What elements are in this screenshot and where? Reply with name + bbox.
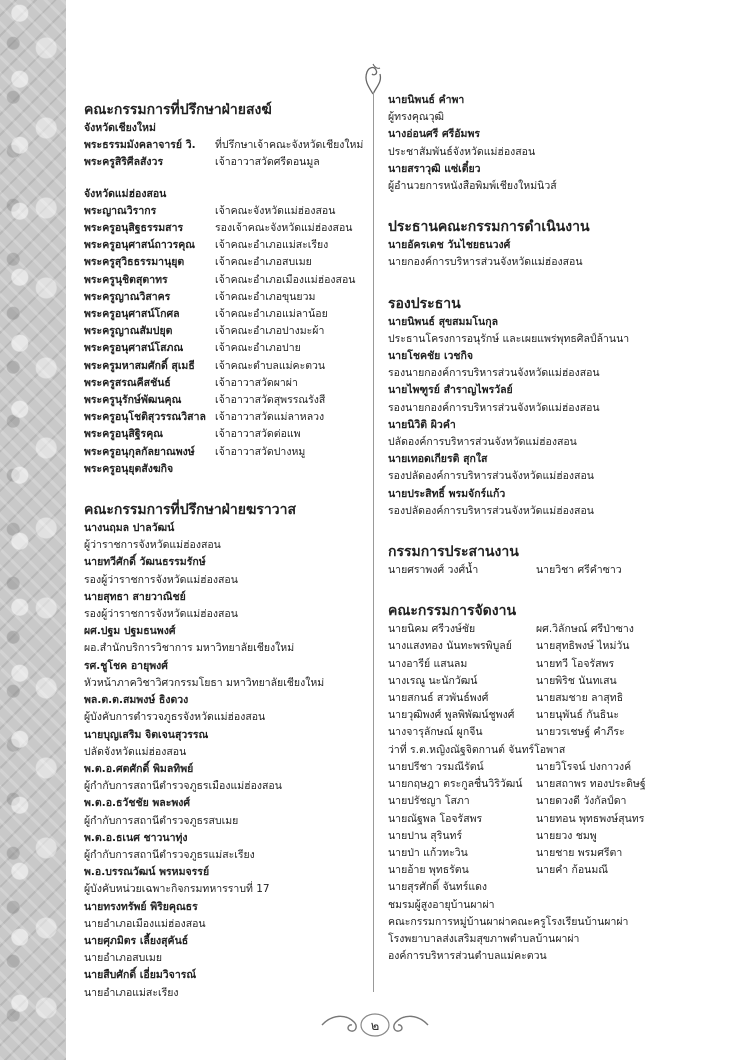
list-item: พระครูญาณสัมปยุต เจ้าคณะอำเภอปางมะผ้า — [84, 325, 325, 338]
lay-role: ผู้บังคับการตำรวจภูธรจังหวัดแม่ฮ่องสอน — [84, 711, 266, 724]
list-item: นายวุฒิพงศ์ พูลพิพัฒน์ชูพงศ์ นายนุพันธ์ กันธินะ — [388, 709, 620, 722]
list-item: พระครูอนุศาสน์ถาวรคุณ เจ้าคณะอำเภอแม่สะเรียง — [84, 239, 329, 252]
top-ornament — [358, 62, 388, 96]
list-item: นายศราพงศ์ วงศ์น้ำ นายวิชา ศรีคำซาว — [388, 564, 622, 577]
list-item: พระครูอนุโชติสุวรรณวิสาล เจ้าอาวาสวัดแม่ลาหลวง — [84, 411, 325, 424]
list-item: พระครูนุรักษ์พัฒนคุณ เจ้าอาวาสวัดสุพรรณรังสี — [84, 394, 326, 407]
list-item: นายปาน สุรินทร์ นายยวง ชมพู — [388, 829, 597, 842]
lay-name: นายศุภมิตร เลี้ยงสุคันธ์ — [84, 934, 189, 947]
list-item: นางจารุลักษณ์ ผูกจีน นายวรเชษฐ์ คำภีระ — [388, 726, 625, 739]
list-item: ว่าที่ ร.ต.หญิงณัฐจิตกานต์ จันทร์โอพาส — [388, 743, 566, 756]
list-item: พระครูญาณวิสาคร เจ้าคณะอำเภอขุนยวม — [84, 290, 316, 303]
list-item: พระครูอนุสิฐิรคุณ เจ้าอาวาสวัดต่อแพ — [84, 428, 301, 441]
list-item: นายปรัชญา โสภา นายดวงดี วังกัลป์ดา — [388, 795, 627, 808]
lay-role: หัวหน้าภาควิชาวิศวกรรมโยธา มหาวิทยาลัยเชียงใหม่ — [84, 676, 325, 689]
list-item: นายสกนธ์ สวพันธ์พงศ์ นายสมชาย ลาสุทธิ — [388, 692, 624, 705]
vice-role: ปลัดองค์การบริหารส่วนจังหวัดแม่ฮ่องสอน — [388, 436, 577, 449]
vice-title: รองประธาน — [388, 295, 461, 312]
page-number: ๒ — [370, 1019, 380, 1034]
list-item: พระญาณวิรากร เจ้าคณะจังหวัดแม่ฮ่องสอน — [84, 204, 336, 217]
vice-role: รองนายกองค์การบริหารส่วนจังหวัดแม่ฮ่องสอน — [388, 367, 600, 380]
column-divider — [373, 92, 374, 992]
list-item: นางแสงทอง นันทะพรพิบูลย์ นายสุทธิพงษ์ ไหม่วัน — [388, 640, 630, 653]
lay-role: ผู้กำกับการสถานีตำรวจภูธรสบเมย — [84, 814, 239, 827]
list-item: นายปรีชา วรมณีรัตน์ นายวิโรจน์ ปงกาวงค์ — [388, 760, 632, 773]
lay-role: ปลัดจังหวัดแม่ฮ่องสอน — [84, 745, 187, 758]
list-item: องค์การบริหารส่วนตำบลแม่คะตวน — [388, 950, 547, 963]
list-item: พระครูนุชิตสุตาทร เจ้าคณะอำเภอเมืองแม่ฮ่องสอน — [84, 273, 356, 286]
list-item: พระครูมหาสมศักดิ์ สุเมธี เจ้าคณะตำบลแม่คะตวน — [84, 359, 326, 372]
lay-name: พ.อ.บรรณวัฒน์ พรหมจรรย์ — [84, 866, 210, 879]
right-column — [388, 92, 698, 965]
lay-name: นายทวีศักดิ์ วัฒนธรรมรักษ์ — [84, 556, 206, 569]
list-item: พระครูอนุศาสน์โกศล เจ้าคณะอำเภอแม่ลาน้อย — [84, 308, 328, 321]
vice-name: นายนิพนธ์ สุขสมมโนกุล — [388, 315, 499, 328]
chair-role: นายกองค์การบริหารส่วนจังหวัดแม่ฮ่องสอน — [388, 256, 583, 269]
lay-name: นางนฤมล ปาลวัฒน์ — [84, 522, 175, 535]
lay-name: นายบุญเสริม จิตเจนสุวรรณ — [84, 728, 209, 741]
lay-advisors-title: คณะกรรมการที่ปรึกษาฝ่ายฆราวาส — [84, 502, 296, 519]
list-item: นายป่า แก้วทะวิน นายชาย พรมศรีตา — [388, 846, 623, 859]
advisor-name: นายสราวุฒิ แซ่เตี๋ยว — [388, 162, 481, 175]
lay-role: ผู้บังคับหน่วยเฉพาะกิจกรมทหารราบที่ 17 — [84, 883, 270, 896]
list-item: พระครูอนุกุลกัลยาณพงษ์ เจ้าอาวาสวัดปางหมู — [84, 445, 306, 458]
list-item: พระครูสุวิธธรรมานุยุต เจ้าคณะอำเภอสบเมย — [84, 256, 312, 269]
list-item: นายสุรศักดิ์ จันทร์แดง — [388, 881, 488, 894]
list-item: นายกฤษฎา ตระกูลชื่นวิริวัฒน์ นายสถาพร ทองประดิษฐ์ — [388, 778, 646, 791]
coord-title: กรรมการประสานงาน — [388, 544, 519, 561]
chair-title: ประธานคณะกรรมการดำเนินงาน — [388, 219, 590, 236]
advisor-role: ผู้อำนวยการหนังสือพิมพ์เชียงใหม่นิวส์ — [388, 180, 557, 193]
decorative-margin-pattern — [0, 0, 66, 1060]
vice-name: นายโชคชัย เวชกิจ — [388, 350, 474, 363]
lay-name: นายสืบศักดิ์ เอี่ยมวิจารณ์ — [84, 969, 197, 982]
list-item: คณะกรรมการหมู่บ้านผาผ่าคณะครูโรงเรียนบ้านผาผ่า — [388, 915, 629, 928]
list-item: พระครูอนุสิฐธรรมสาร รองเจ้าคณะจังหวัดแม่ฮ่องสอน — [84, 222, 353, 235]
lay-role: ผู้กำกับการสถานีตำรวจภูธรแม่สะเรียง — [84, 848, 255, 861]
list-item: พระครูอนุศาสน์โสภณ เจ้าคณะอำเภอปาย — [84, 342, 301, 355]
sangha-advisors-title: คณะกรรมการที่ปรึกษาฝ่ายสงฆ์ — [84, 102, 272, 118]
advisor-role: ผู้ทรงคุณวุฒิ — [388, 111, 444, 124]
list-item: นายนิคม ศรีวงษ์ชัย ผศ.วิลักษณ์ ศรีป่าซาง — [388, 623, 634, 636]
list-item: พระครูอนุยุตสังฆกิจ — [84, 462, 174, 475]
list-item: โรงพยาบาลส่งเสริมสุขภาพตำบลบ้านผาผ่า — [388, 932, 580, 945]
list-item: ชมรมผู้สูงอายุบ้านผาผ่า — [388, 898, 495, 911]
lay-role: นายอำเภอแม่สะเรียง — [84, 986, 179, 999]
maehongson-heading: จังหวัดแม่ฮ่องสอน — [84, 187, 167, 200]
lay-name: ผศ.ปฐม ปฐมธนพงศ์ — [84, 625, 176, 638]
lay-role: ผู้กำกับการสถานีตำรวจภูธรเมืองแม่ฮ่องสอน — [84, 780, 282, 793]
lay-name: พ.ต.อ.ธวัชชัย พละพงศ์ — [84, 797, 191, 810]
lay-role: ผอ.สำนักบริการวิชาการ มหาวิทยาลัยเชียงใหม่ — [84, 642, 295, 655]
lay-name: นายทรงทรัพย์ พิริยคุณธร — [84, 900, 198, 913]
lay-name: รศ.ชูโชค อายุพงศ์ — [84, 659, 168, 672]
chair-name: นายอัครเดช วันไชยธนวงศ์ — [388, 239, 511, 252]
vice-role: รองนายกองค์การบริหารส่วนจังหวัดแม่ฮ่องสอน — [388, 401, 600, 414]
list-item: พระธรรมมังคลาจารย์ วิ. ที่ปรึกษาเจ้าคณะจังหวัดเชียงใหม่ — [84, 139, 364, 152]
list-item: พระครูสรณคีสชันธ์ เจ้าอาวาสวัดผาผ่า — [84, 376, 298, 389]
list-item: พระครูสิริศีลสังวร เจ้าอาวาสวัดศรีดอนมูล — [84, 156, 320, 169]
vice-role: ประธานโครงการอนุรักษ์ และเผยแพร่พุทธศิลป์ล้านนา — [388, 332, 630, 345]
vice-name: นายนิวิติ ผิวคำ — [388, 418, 456, 431]
list-item: นางอารีย์ แสนลม นายทวี โอจรัสพร — [388, 657, 615, 670]
lay-name: พ.ต.อ.ธเนศ ชาวนาทุ่ง — [84, 831, 188, 844]
chiangmai-heading: จังหวัดเชียงใหม่ — [84, 122, 156, 134]
advisor-name: นายนิพนธ์ คำพา — [388, 94, 465, 106]
list-item: นางเรณู นะนักวัฒน์ นายพิริช นันทเสน — [388, 674, 617, 687]
organizing-title: คณะกรรมการจัดงาน — [388, 603, 517, 620]
vice-name: นายเทอดเกียรติ สุกใส — [388, 453, 488, 466]
lay-role: รองผู้ว่าราชการจังหวัดแม่ฮ่องสอน — [84, 608, 238, 621]
vice-name: นายไพฑูรย์ สำราญไพรวัลย์ — [388, 384, 513, 397]
lay-name: นายสุทธา สายวาณิชย์ — [84, 590, 186, 603]
vice-role: รองปลัดองค์การบริหารส่วนจังหวัดแม่ฮ่องสอน — [388, 504, 594, 517]
advisor-name: นางอ่อนศรี ศรีอัมพร — [388, 128, 481, 141]
vice-name: นายประสิทธิ์ พรมจักร์แก้ว — [388, 487, 506, 500]
list-item: นายอ้าย พุทธรัตน นายคำ ก้อนมณี — [388, 864, 608, 877]
advisor-role: ประชาสัมพันธ์จังหวัดแม่ฮ่องสอน — [388, 145, 536, 158]
list-item: นายณัฐพล โอจรัสพร นายทอน พุทธพงษ์สุนทร — [388, 812, 645, 825]
lay-role: นายอำเภอเมืองแม่ฮ่องสอน — [84, 917, 206, 930]
lay-name: พ.ต.อ.ศตศักดิ์ พิมลทิพย์ — [84, 762, 194, 775]
lay-role: รองผู้ว่าราชการจังหวัดแม่ฮ่องสอน — [84, 573, 238, 586]
lay-name: พล.ต.ต.สมพงษ์ ธิงดวง — [84, 694, 189, 707]
left-column — [84, 92, 369, 1002]
lay-role: นายอำเภอสบเมย — [84, 952, 162, 965]
vice-role: รองปลัดองค์การบริหารส่วนจังหวัดแม่ฮ่องสอน — [388, 470, 594, 483]
lay-role: ผู้ว่าราชการจังหวัดแม่ฮ่องสอน — [84, 539, 221, 552]
